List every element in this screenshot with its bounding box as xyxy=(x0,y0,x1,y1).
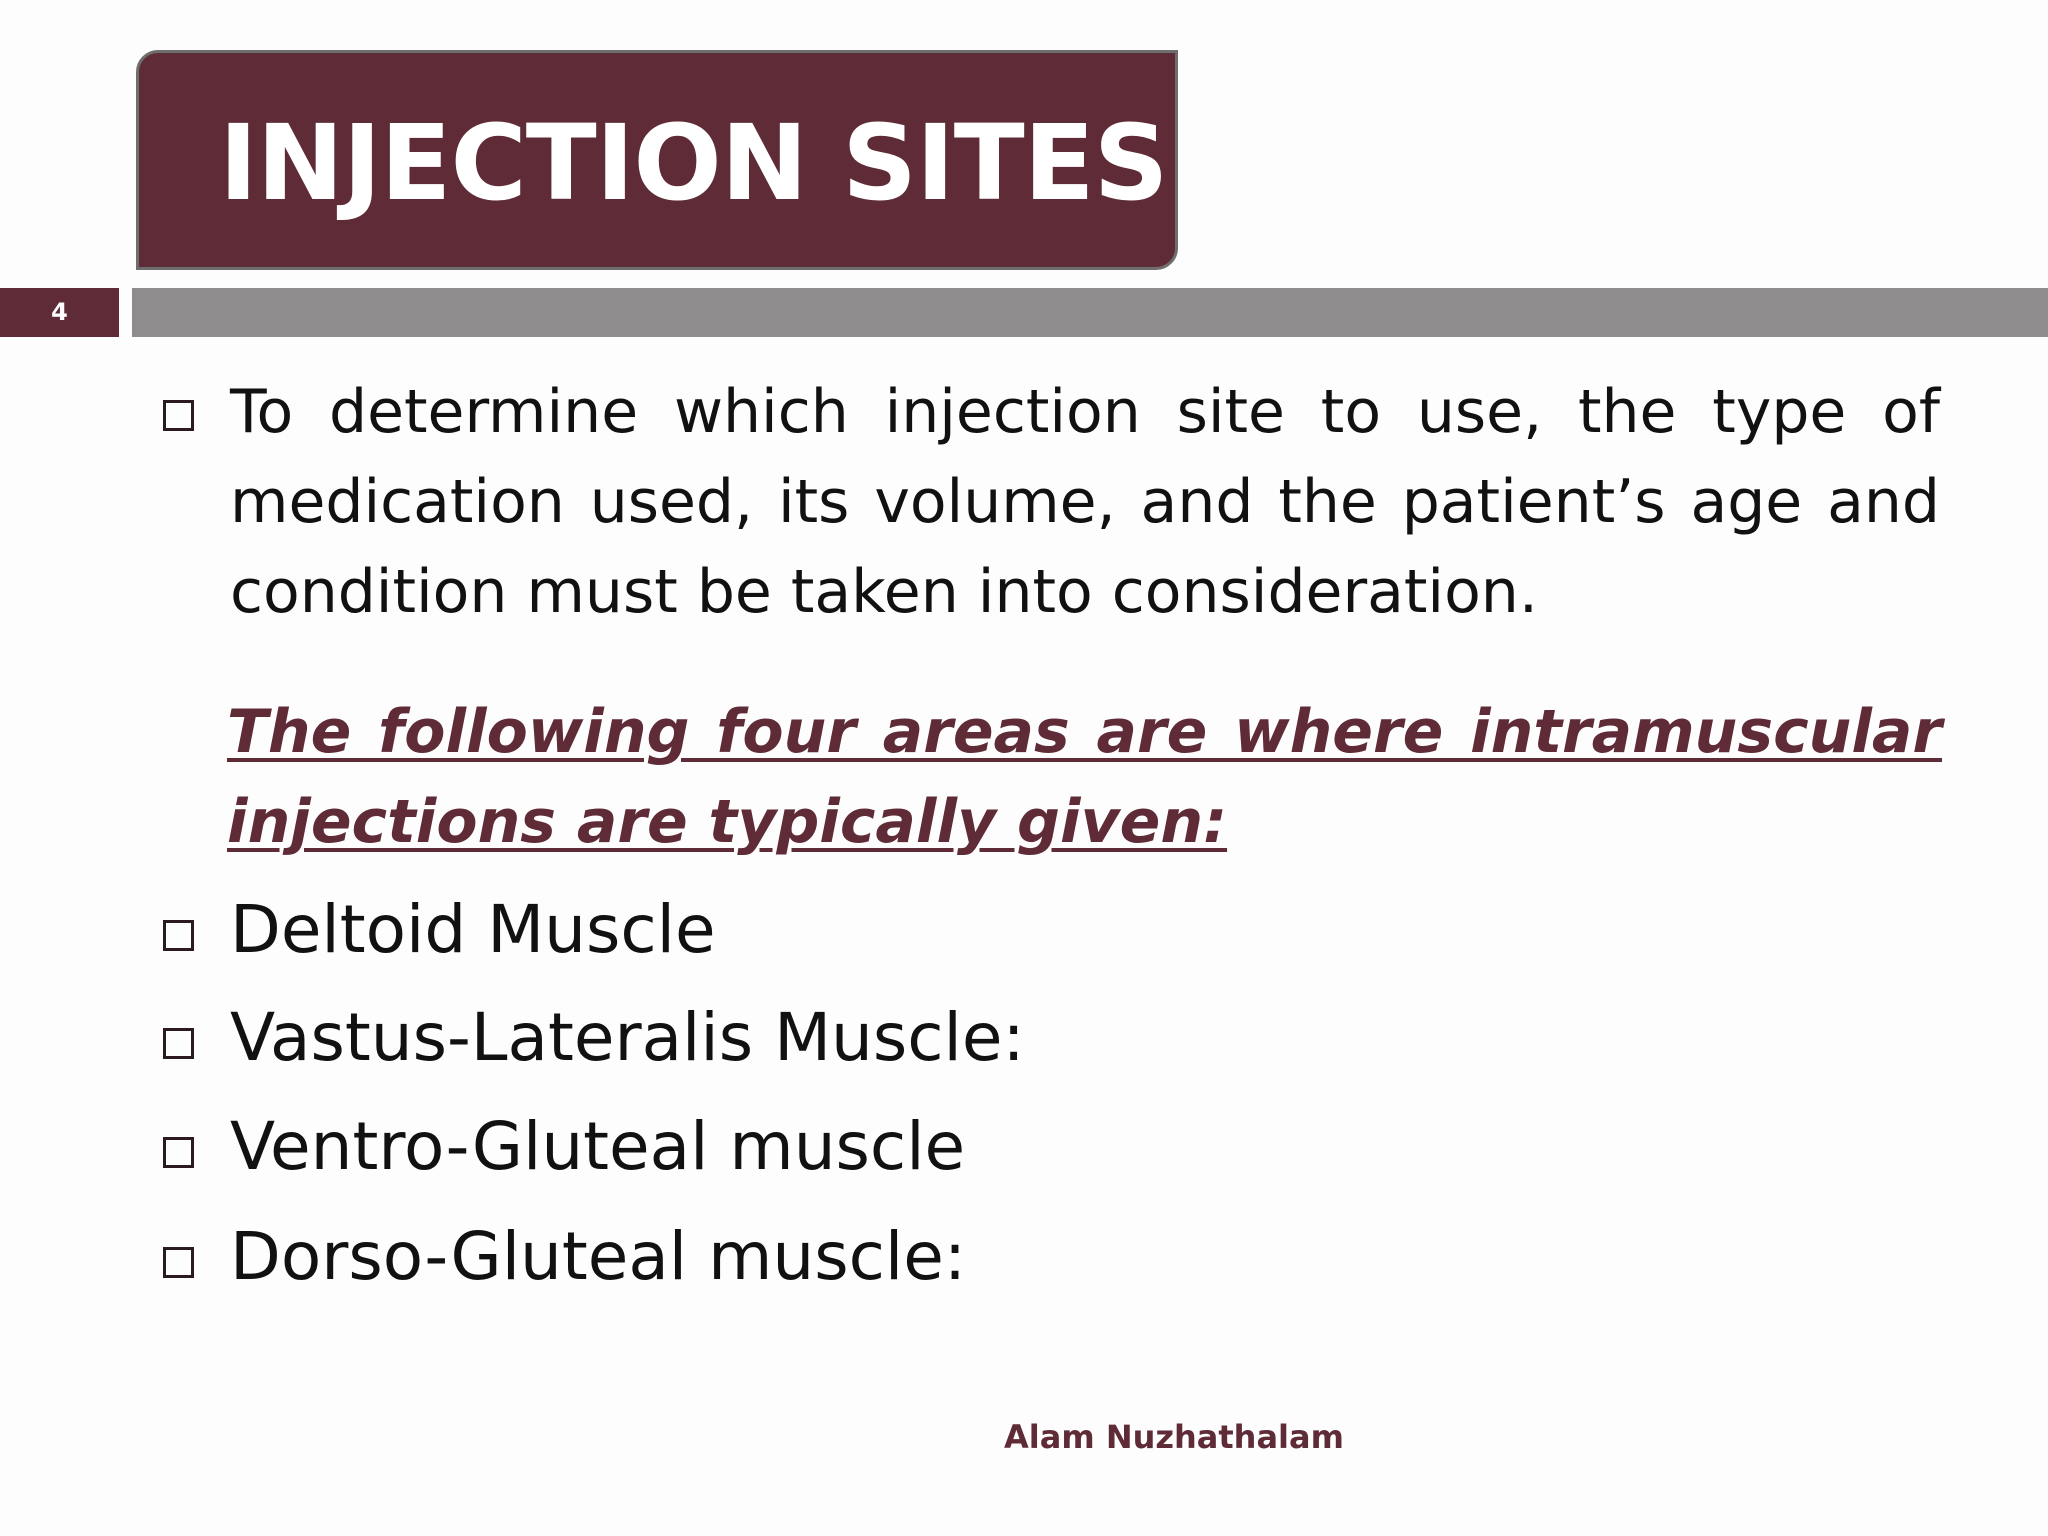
list-item-dorso-gluteal: Dorso-Gluteal muscle: xyxy=(230,1218,967,1295)
square-bullet-icon xyxy=(163,400,194,431)
list-item-deltoid: Deltoid Muscle xyxy=(230,891,716,968)
square-bullet-icon xyxy=(163,1028,194,1059)
square-bullet-icon xyxy=(163,920,194,951)
divider-bar xyxy=(132,288,2048,337)
slide-number: 4 xyxy=(51,298,68,326)
slide-number-badge xyxy=(0,288,119,337)
list-item-ventro-gluteal: Ventro-Gluteal muscle xyxy=(230,1108,966,1185)
title-banner xyxy=(136,50,1178,270)
square-bullet-icon xyxy=(163,1137,194,1168)
square-bullet-icon xyxy=(163,1247,194,1278)
footer-author: Alam Nuzhathalam xyxy=(1004,1418,1344,1456)
slide-title: INJECTION SITES xyxy=(219,102,1168,224)
list-item-vastus-lateralis: Vastus-Lateralis Muscle: xyxy=(230,999,1025,1076)
intro-paragraph: To determine which injection site to use, the type of medication used, its volume, and the patient’s age and condition must be taken into consideration. xyxy=(230,377,1940,627)
emphasis-heading: The following four areas are where intramuscular injections are typically given: xyxy=(227,697,1942,857)
